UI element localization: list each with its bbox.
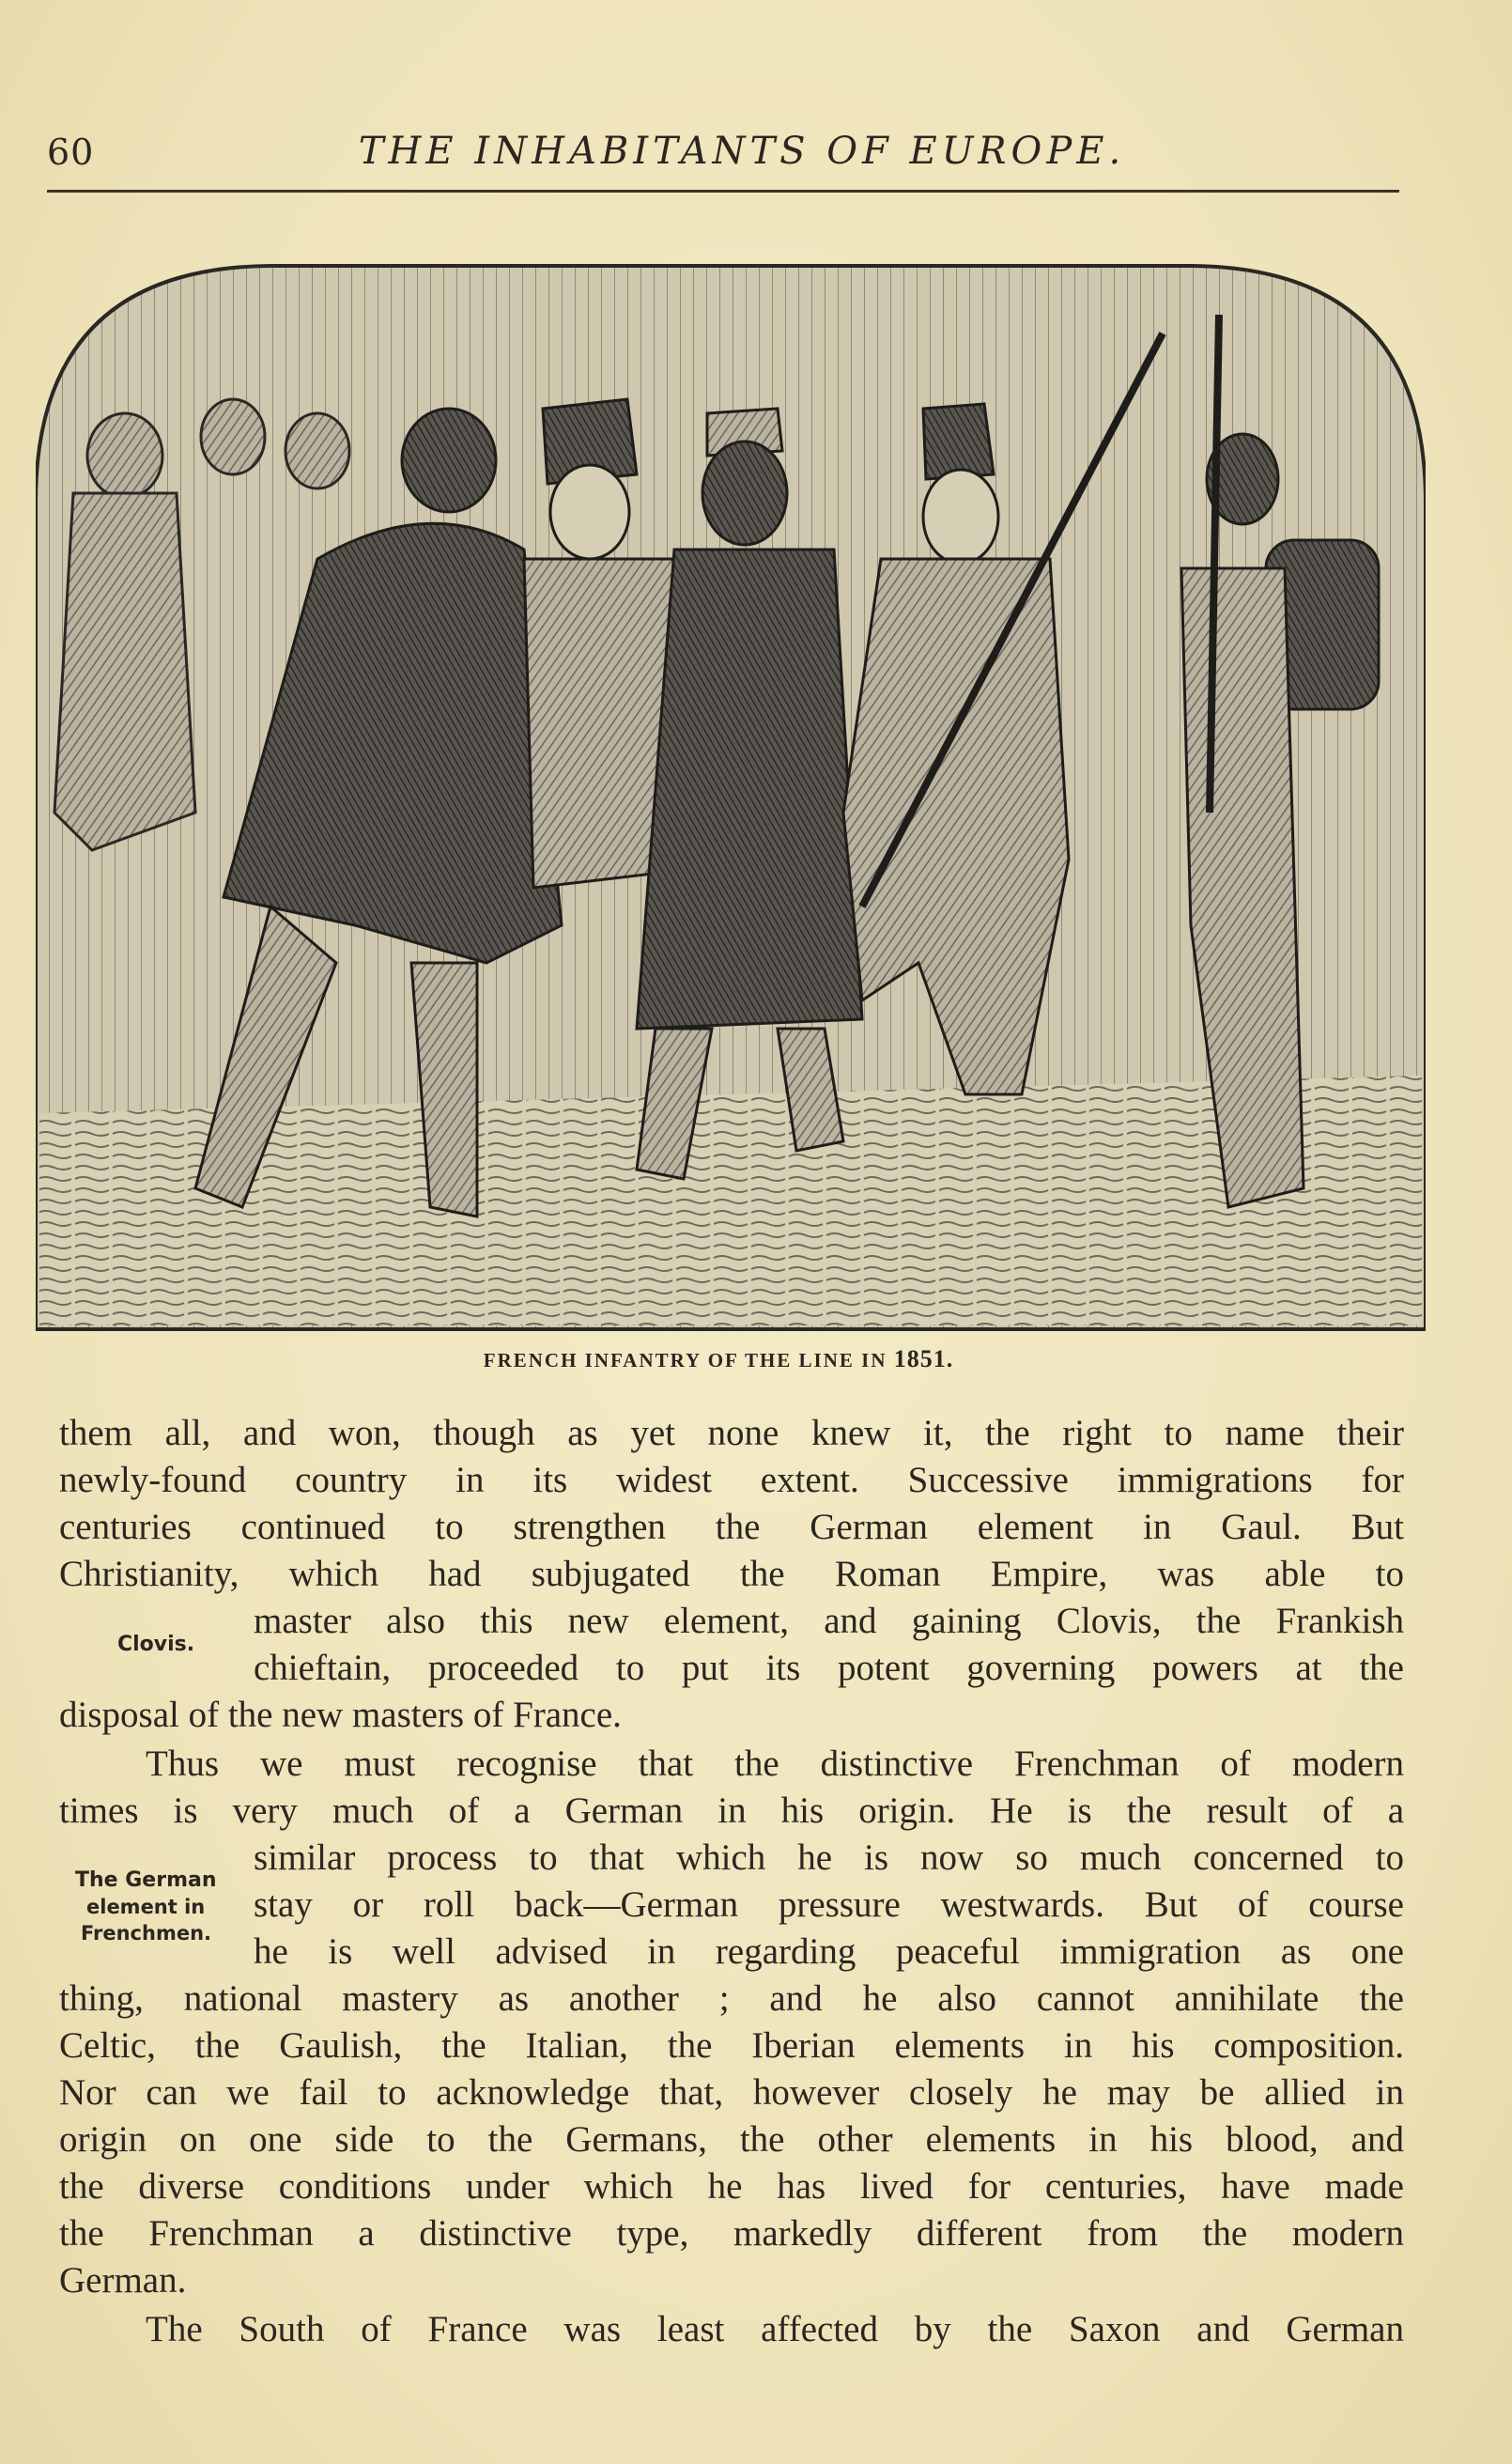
text-line: chieftain, proceeded to put its potent governing powers at the [254,1648,1404,1688]
text-line: centuries continued to strengthen the German element in Gaul. But [59,1507,1404,1547]
text-line: disposal of the new masters of France. [59,1695,622,1735]
text-line: times is very much of a German in his origin. He is the result of a [59,1790,1404,1831]
text-line: German. [59,2260,187,2301]
marginal-note-german-2: element in [86,1896,206,1918]
text-line: stay or roll back—German pressure westwards. But of course [254,1884,1404,1925]
text-line: he is well advised in regarding peaceful immigration as one [254,1931,1404,1972]
text-line: Celtic, the Gaulish, the Italian, the Iberian elements in his composition. [59,2025,1404,2066]
caption-year: 1851. [893,1345,954,1372]
engraving-illustration [36,249,1426,1339]
marginal-note-german-3: Frenchmen. [81,1922,212,1945]
text-line: newly-found country in its widest extent. Successive immigrations for [59,1460,1404,1500]
text-line: the Frenchman a distinctive type, markedly different from the modern [59,2213,1404,2254]
text-line: master also this new element, and gaining Clovis, the Frankish [254,1601,1404,1641]
header-rule [47,190,1399,193]
running-title: THE INHABITANTS OF EUROPE. [358,130,1126,173]
marginal-note-clovis: Clovis. [117,1633,195,1656]
figure-caption [94,1345,1343,1373]
text-line: origin on one side to the Germans, the other elements in his blood, and [59,2119,1404,2160]
text-line: Christianity, which had subjugated the Roman Empire, was able to [59,1554,1404,1594]
text-line: similar process to that which he is now so much concerned to [254,1837,1404,1878]
text-line: The South of France was least affected by the Saxon and German [146,2309,1404,2349]
text-line: Nor can we fail to acknowledge that, however closely he may be allied in [59,2072,1404,2113]
text-line: thing, national mastery as another ; and he also cannot annihilate the [59,1978,1404,2019]
caption-text: FRENCH INFANTRY OF THE LINE IN [483,1349,894,1371]
text-line: them all, and won, though as yet none knew it, the right to name their [59,1413,1404,1453]
text-line: the diverse conditions under which he has lived for centuries, have made [59,2166,1404,2207]
marginal-note-german-1: The German [75,1868,217,1892]
page-header [47,122,1399,197]
page-number: 60 [47,132,95,173]
text-line: Thus we must recognise that the distinctive Frenchman of modern [146,1743,1404,1784]
